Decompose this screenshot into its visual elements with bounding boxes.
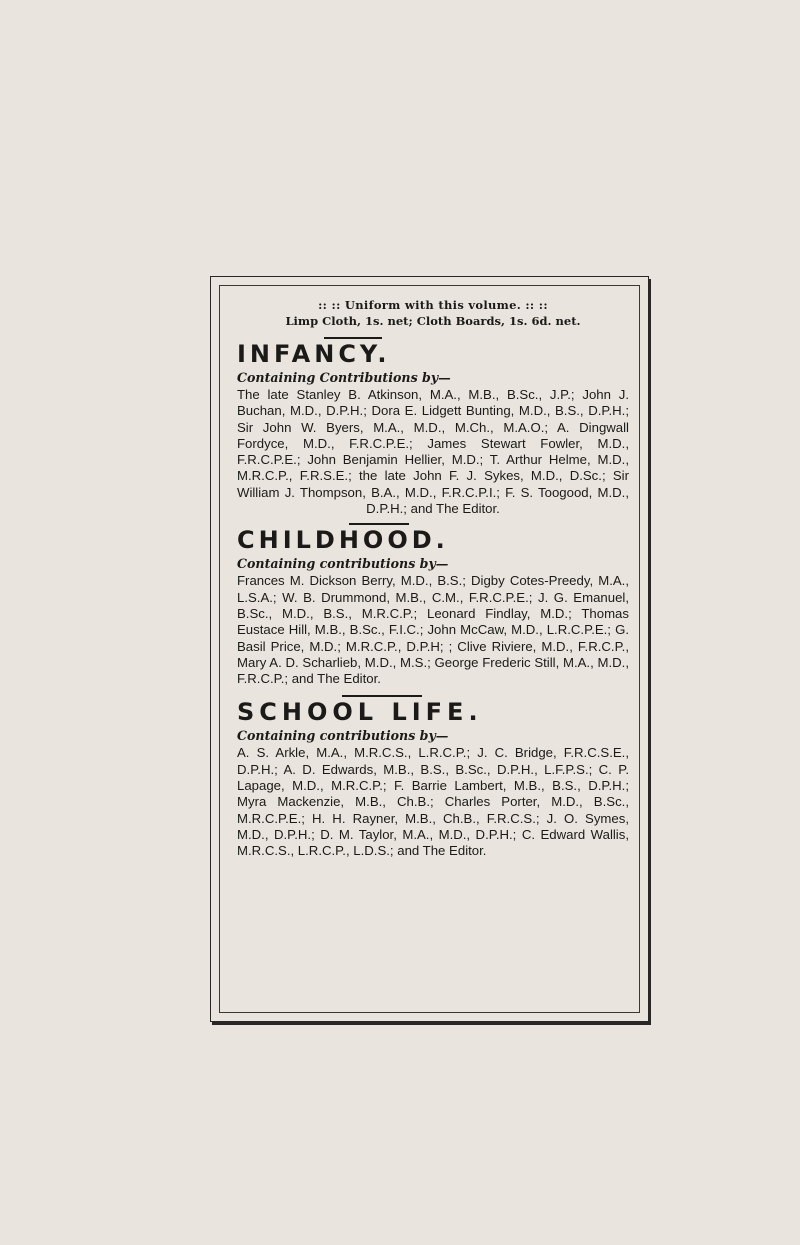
contributors-intro: Containing contributions by— — [237, 556, 449, 572]
title-rule — [349, 523, 409, 525]
contributors-intro: Containing Contributions by— — [237, 370, 451, 385]
section-childhood — [237, 523, 629, 687]
title-rule — [324, 337, 382, 339]
section-title: INFANCY. — [237, 340, 391, 368]
section-title: CHILDHOOD. — [237, 526, 449, 555]
contributors-list: A. S. Arkle, M.A., M.R.C.S., L.R.C.P.; J. C. Bridge, F.R.C.S.E., D.P.H.; A. D. Edwards, M.B., B.S., B.Sc., D.P.H., L.F.P.S.; C. P. Lapage, M.D., M.R.C.P.; F. Barrie Lambert, M.B., B.S., D.P.H.; Myra Mackenzie, M.B., Ch.B.; Charles Porter, M.D., B.Sc., M.R.C.P.E.; H. H. Rayner, M.B., Ch.B., F.R.C.S.; J. O. Symes, M.D., D.P.H.; D. M. Taylor, M.A., M.D., D.P.H.; C. Edward Wallis, M.R.C.S., L.R.C.P., L.D.S.; and The Editor. — [237, 745, 629, 859]
contributors-list: Frances M. Dickson Berry, M.D., B.S.; Digby Cotes-Preedy, M.A., L.S.A.; W. B. Drummond, M.B., C.M., F.R.C.P.E.; J. G. Emanuel, B.Sc., M.D., B.S., M.R.C.P.; Leonard Findlay, M.D.; Thomas Eustace Hill, M.B., B.Sc., F.I.C.; John McCaw, M.D., L.R.C.P.E.; G. Basil Price, M.D.; M.R.C.P., D.P.H; ; Clive Riviere, M.D., F.R.C.P., Mary A. D. Scharlieb, M.D., M.S.; George Frederic Still, M.A., M.D., F.R.C.P.; and The Editor. — [237, 573, 629, 687]
advertisement-content — [237, 298, 629, 860]
section-infancy — [237, 337, 629, 517]
price-line: Limp Cloth, 1s. net; Cloth Boards, 1s. 6d. net. — [285, 314, 581, 328]
contributors-list: The late Stanley B. Atkinson, M.A., M.B., B.Sc., J.P.; John J. Buchan, M.D., D.P.H.; Dora E. Lidgett Bunting, M.D., B.S., D.P.H.; Sir John W. Byers, M.A., M.D., M.Ch., M.A.O.; A. Dingwall Fordyce, M.D., F.R.C.P.E.; James Stewart Fowler, M.D., F.R.C.P.E.; John Benjamin Hellier, M.D.; T. Arthur Helme, M.D., M.R.C.P., F.R.S.E.; the late John F. J. Sykes, M.D., D.Sc.; Sir William J. Thompson, B.A., M.D., F.R.C.P.I.; F. S. Toogood, M.D., D.P.H.; and The Editor. — [237, 387, 629, 517]
title-rule — [342, 695, 422, 697]
section-title: SCHOOL LIFE. — [237, 698, 483, 727]
advertisement-inner-border — [219, 285, 640, 1013]
contributors-intro: Containing contributions by— — [237, 728, 449, 744]
advertisement-outer-border — [210, 276, 649, 1022]
section-school-life — [237, 695, 629, 859]
uniform-volume-notice: :: :: Uniform with this volume. :: :: — [318, 298, 548, 312]
